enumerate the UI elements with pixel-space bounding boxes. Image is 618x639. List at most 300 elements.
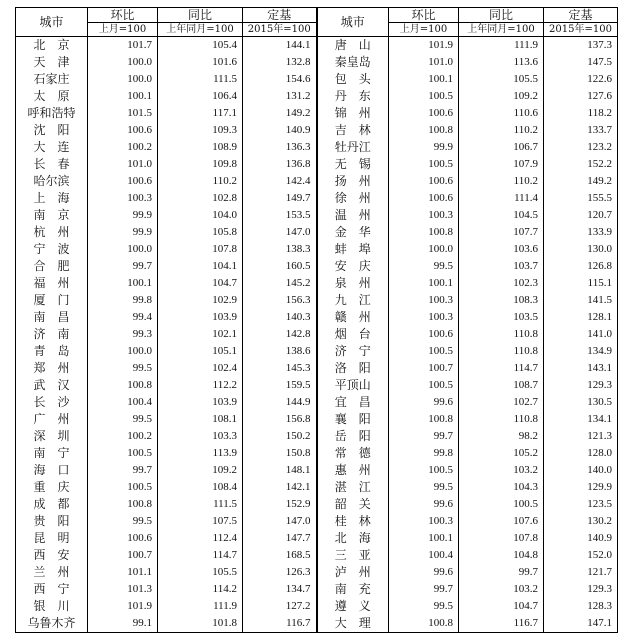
- right-base-cell: 141.0: [544, 326, 618, 343]
- right-yoy-cell: 114.7: [459, 360, 544, 377]
- right-city-cell: 桂 林: [317, 513, 389, 530]
- right-city-cell: 吉 林: [317, 122, 389, 139]
- right-base-cell: 140.0: [544, 462, 618, 479]
- right-city-cell: 襄 阳: [317, 411, 389, 428]
- left-city-cell: 长 春: [16, 156, 88, 173]
- table-row: [16, 224, 618, 241]
- left-yoy-subheader: 上年同月=100: [158, 23, 243, 37]
- left-yoy-cell: 103.9: [158, 309, 243, 326]
- left-yoy-cell: 103.3: [158, 428, 243, 445]
- right-city-cell: 泉 州: [317, 275, 389, 292]
- right-city-cell: 大 理: [317, 615, 389, 633]
- right-yoy-cell: 99.7: [459, 564, 544, 581]
- left-yoy-header: 同比: [158, 8, 243, 23]
- left-city-cell: 杭 州: [16, 224, 88, 241]
- left-mom-cell: 99.3: [88, 326, 158, 343]
- right-yoy-cell: 113.6: [459, 54, 544, 71]
- left-yoy-cell: 111.5: [158, 71, 243, 88]
- left-yoy-cell: 108.4: [158, 479, 243, 496]
- left-city-cell: 贵 阳: [16, 513, 88, 530]
- left-mom-cell: 101.5: [88, 105, 158, 122]
- left-city-cell: 西 宁: [16, 581, 88, 598]
- left-mom-cell: 100.1: [88, 275, 158, 292]
- right-mom-subheader: 上月=100: [389, 23, 459, 37]
- right-yoy-cell: 110.6: [459, 105, 544, 122]
- left-yoy-cell: 108.9: [158, 139, 243, 156]
- right-yoy-cell: 104.3: [459, 479, 544, 496]
- right-yoy-cell: 107.8: [459, 530, 544, 547]
- table-row: [16, 88, 618, 105]
- right-base-cell: 141.5: [544, 292, 618, 309]
- right-base-cell: 152.2: [544, 156, 618, 173]
- table-row: [16, 156, 618, 173]
- left-yoy-cell: 104.0: [158, 207, 243, 224]
- left-yoy-cell: 108.1: [158, 411, 243, 428]
- left-city-cell: 哈尔滨: [16, 173, 88, 190]
- price-index-table-container: [15, 7, 612, 633]
- right-yoy-cell: 104.8: [459, 547, 544, 564]
- left-mom-cell: 99.8: [88, 292, 158, 309]
- left-mom-header: 环比: [88, 8, 158, 23]
- right-yoy-cell: 110.8: [459, 326, 544, 343]
- right-base-cell: 128.0: [544, 445, 618, 462]
- table-row: [16, 581, 618, 598]
- right-base-cell: 133.9: [544, 224, 618, 241]
- left-yoy-cell: 107.8: [158, 241, 243, 258]
- left-base-cell: 132.8: [243, 54, 317, 71]
- left-base-header: 定基: [243, 8, 317, 23]
- right-city-cell: 湛 江: [317, 479, 389, 496]
- right-city-cell: 无 锡: [317, 156, 389, 173]
- left-city-header: 城市: [16, 8, 88, 37]
- header-row: [16, 8, 618, 23]
- left-yoy-cell: 109.8: [158, 156, 243, 173]
- right-base-cell: 121.7: [544, 564, 618, 581]
- left-mom-cell: 100.6: [88, 122, 158, 139]
- left-yoy-cell: 111.5: [158, 496, 243, 513]
- table-row: [16, 411, 618, 428]
- right-base-cell: 130.2: [544, 513, 618, 530]
- right-city-cell: 常 德: [317, 445, 389, 462]
- table-row: [16, 615, 618, 633]
- right-yoy-cell: 110.2: [459, 173, 544, 190]
- left-yoy-cell: 109.2: [158, 462, 243, 479]
- right-base-cell: 129.3: [544, 581, 618, 598]
- left-base-cell: 160.5: [243, 258, 317, 275]
- left-yoy-cell: 103.9: [158, 394, 243, 411]
- right-mom-cell: 100.3: [389, 292, 459, 309]
- left-mom-cell: 101.9: [88, 598, 158, 615]
- left-yoy-cell: 112.4: [158, 530, 243, 547]
- right-base-cell: 118.2: [544, 105, 618, 122]
- left-yoy-cell: 105.4: [158, 37, 243, 55]
- left-base-cell: 142.4: [243, 173, 317, 190]
- table-body: [16, 37, 618, 633]
- left-mom-cell: 100.5: [88, 445, 158, 462]
- right-base-cell: 137.3: [544, 37, 618, 55]
- left-base-cell: 149.7: [243, 190, 317, 207]
- left-city-cell: 青 岛: [16, 343, 88, 360]
- table-row: [16, 360, 618, 377]
- right-base-cell: 147.1: [544, 615, 618, 633]
- left-base-cell: 152.9: [243, 496, 317, 513]
- right-mom-cell: 100.3: [389, 207, 459, 224]
- right-yoy-cell: 105.2: [459, 445, 544, 462]
- table-row: [16, 275, 618, 292]
- left-city-cell: 厦 门: [16, 292, 88, 309]
- right-mom-cell: 100.4: [389, 547, 459, 564]
- right-mom-cell: 99.5: [389, 258, 459, 275]
- left-city-cell: 南 昌: [16, 309, 88, 326]
- left-yoy-cell: 110.2: [158, 173, 243, 190]
- left-base-cell: 142.8: [243, 326, 317, 343]
- left-yoy-cell: 114.7: [158, 547, 243, 564]
- left-yoy-cell: 114.2: [158, 581, 243, 598]
- right-yoy-cell: 104.7: [459, 598, 544, 615]
- right-yoy-cell: 111.4: [459, 190, 544, 207]
- left-yoy-cell: 102.9: [158, 292, 243, 309]
- right-base-cell: 143.1: [544, 360, 618, 377]
- right-yoy-cell: 105.5: [459, 71, 544, 88]
- right-base-cell: 123.5: [544, 496, 618, 513]
- left-mom-cell: 100.8: [88, 496, 158, 513]
- right-yoy-cell: 100.5: [459, 496, 544, 513]
- right-mom-cell: 99.8: [389, 445, 459, 462]
- right-base-cell: 122.6: [544, 71, 618, 88]
- right-mom-cell: 100.5: [389, 156, 459, 173]
- left-base-cell: 144.9: [243, 394, 317, 411]
- left-base-cell: 136.8: [243, 156, 317, 173]
- price-index-table: [15, 7, 618, 633]
- left-base-cell: 156.8: [243, 411, 317, 428]
- left-city-cell: 合 肥: [16, 258, 88, 275]
- right-yoy-cell: 107.9: [459, 156, 544, 173]
- left-mom-cell: 101.7: [88, 37, 158, 55]
- left-yoy-cell: 102.1: [158, 326, 243, 343]
- left-base-cell: 116.7: [243, 615, 317, 633]
- left-yoy-cell: 105.8: [158, 224, 243, 241]
- right-base-cell: 152.0: [544, 547, 618, 564]
- table-row: [16, 394, 618, 411]
- right-mom-cell: 100.3: [389, 513, 459, 530]
- left-mom-cell: 100.2: [88, 139, 158, 156]
- right-base-cell: 130.0: [544, 241, 618, 258]
- right-city-cell: 济 宁: [317, 343, 389, 360]
- left-city-cell: 石家庄: [16, 71, 88, 88]
- right-mom-cell: 100.8: [389, 224, 459, 241]
- right-mom-cell: 101.0: [389, 54, 459, 71]
- left-yoy-cell: 112.2: [158, 377, 243, 394]
- left-mom-cell: 100.2: [88, 428, 158, 445]
- right-base-cell: 126.8: [544, 258, 618, 275]
- left-yoy-cell: 111.9: [158, 598, 243, 615]
- table-row: [16, 326, 618, 343]
- right-base-cell: 134.9: [544, 343, 618, 360]
- right-mom-cell: 100.6: [389, 105, 459, 122]
- left-city-cell: 太 原: [16, 88, 88, 105]
- left-mom-cell: 99.9: [88, 207, 158, 224]
- right-yoy-cell: 107.6: [459, 513, 544, 530]
- left-base-cell: 136.3: [243, 139, 317, 156]
- right-yoy-cell: 116.7: [459, 615, 544, 633]
- left-mom-cell: 99.1: [88, 615, 158, 633]
- left-base-cell: 140.9: [243, 122, 317, 139]
- left-base-cell: 138.3: [243, 241, 317, 258]
- right-mom-cell: 100.6: [389, 190, 459, 207]
- left-mom-cell: 100.0: [88, 241, 158, 258]
- left-base-cell: 145.2: [243, 275, 317, 292]
- right-base-cell: 128.1: [544, 309, 618, 326]
- left-mom-cell: 100.5: [88, 479, 158, 496]
- table-row: [16, 343, 618, 360]
- left-city-cell: 成 都: [16, 496, 88, 513]
- right-mom-cell: 100.6: [389, 326, 459, 343]
- right-city-cell: 秦皇岛: [317, 54, 389, 71]
- right-city-cell: 丹 东: [317, 88, 389, 105]
- right-base-cell: 130.5: [544, 394, 618, 411]
- right-mom-cell: 101.9: [389, 37, 459, 55]
- left-mom-cell: 100.0: [88, 343, 158, 360]
- left-mom-subheader: 上月=100: [88, 23, 158, 37]
- right-city-cell: 徐 州: [317, 190, 389, 207]
- right-city-cell: 宜 昌: [317, 394, 389, 411]
- left-city-cell: 广 州: [16, 411, 88, 428]
- right-mom-cell: 100.1: [389, 275, 459, 292]
- table-row: [16, 54, 618, 71]
- left-base-cell: 134.7: [243, 581, 317, 598]
- left-base-cell: 147.7: [243, 530, 317, 547]
- right-base-cell: 127.6: [544, 88, 618, 105]
- left-mom-cell: 99.5: [88, 360, 158, 377]
- left-mom-cell: 101.0: [88, 156, 158, 173]
- left-mom-cell: 100.7: [88, 547, 158, 564]
- left-city-cell: 长 沙: [16, 394, 88, 411]
- left-city-cell: 武 汉: [16, 377, 88, 394]
- left-city-cell: 上 海: [16, 190, 88, 207]
- left-city-cell: 呼和浩特: [16, 105, 88, 122]
- left-mom-cell: 100.3: [88, 190, 158, 207]
- table-row: [16, 241, 618, 258]
- left-mom-cell: 100.6: [88, 530, 158, 547]
- right-mom-cell: 99.5: [389, 479, 459, 496]
- table-row: [16, 190, 618, 207]
- left-mom-cell: 99.7: [88, 462, 158, 479]
- left-yoy-cell: 101.8: [158, 615, 243, 633]
- left-city-cell: 银 川: [16, 598, 88, 615]
- right-base-cell: 129.9: [544, 479, 618, 496]
- left-city-cell: 深 圳: [16, 428, 88, 445]
- right-mom-cell: 100.5: [389, 88, 459, 105]
- right-city-cell: 泸 州: [317, 564, 389, 581]
- right-city-cell: 赣 州: [317, 309, 389, 326]
- right-city-cell: 包 头: [317, 71, 389, 88]
- left-base-cell: 154.6: [243, 71, 317, 88]
- right-city-cell: 蚌 埠: [317, 241, 389, 258]
- left-yoy-cell: 109.3: [158, 122, 243, 139]
- table-row: [16, 564, 618, 581]
- right-mom-cell: 100.3: [389, 309, 459, 326]
- right-mom-cell: 99.7: [389, 581, 459, 598]
- table-row: [16, 496, 618, 513]
- left-base-cell: 127.2: [243, 598, 317, 615]
- right-mom-cell: 100.1: [389, 71, 459, 88]
- left-yoy-cell: 105.1: [158, 343, 243, 360]
- right-base-cell: 133.7: [544, 122, 618, 139]
- right-yoy-cell: 107.7: [459, 224, 544, 241]
- right-mom-cell: 99.6: [389, 496, 459, 513]
- left-base-cell: 150.2: [243, 428, 317, 445]
- left-city-cell: 兰 州: [16, 564, 88, 581]
- right-mom-cell: 100.7: [389, 360, 459, 377]
- right-yoy-cell: 106.7: [459, 139, 544, 156]
- right-base-cell: 128.3: [544, 598, 618, 615]
- right-city-cell: 安 庆: [317, 258, 389, 275]
- right-base-cell: 115.1: [544, 275, 618, 292]
- right-yoy-cell: 102.3: [459, 275, 544, 292]
- right-yoy-header: 同比: [459, 8, 544, 23]
- table-row: [16, 71, 618, 88]
- table-row: [16, 309, 618, 326]
- right-yoy-cell: 108.3: [459, 292, 544, 309]
- left-city-cell: 郑 州: [16, 360, 88, 377]
- right-mom-cell: 100.0: [389, 241, 459, 258]
- left-mom-cell: 99.4: [88, 309, 158, 326]
- left-base-cell: 148.1: [243, 462, 317, 479]
- table-row: [16, 428, 618, 445]
- right-mom-cell: 100.1: [389, 530, 459, 547]
- left-mom-cell: 101.1: [88, 564, 158, 581]
- left-mom-cell: 100.0: [88, 54, 158, 71]
- right-mom-cell: 100.5: [389, 377, 459, 394]
- left-mom-cell: 99.9: [88, 224, 158, 241]
- right-mom-cell: 100.6: [389, 173, 459, 190]
- left-mom-cell: 99.7: [88, 258, 158, 275]
- left-city-cell: 南 宁: [16, 445, 88, 462]
- left-city-cell: 宁 波: [16, 241, 88, 258]
- left-base-cell: 150.8: [243, 445, 317, 462]
- right-city-cell: 平顶山: [317, 377, 389, 394]
- left-city-cell: 昆 明: [16, 530, 88, 547]
- right-city-cell: 惠 州: [317, 462, 389, 479]
- right-yoy-cell: 102.7: [459, 394, 544, 411]
- table-row: [16, 207, 618, 224]
- right-mom-cell: 100.8: [389, 411, 459, 428]
- table-row: [16, 445, 618, 462]
- right-yoy-cell: 110.2: [459, 122, 544, 139]
- left-mom-cell: 101.3: [88, 581, 158, 598]
- left-yoy-cell: 102.8: [158, 190, 243, 207]
- table-row: [16, 377, 618, 394]
- left-mom-cell: 100.4: [88, 394, 158, 411]
- right-city-cell: 锦 州: [317, 105, 389, 122]
- left-city-cell: 天 津: [16, 54, 88, 71]
- table-row: [16, 37, 618, 55]
- left-yoy-cell: 101.6: [158, 54, 243, 71]
- right-city-header: 城市: [317, 8, 389, 37]
- right-base-cell: 140.9: [544, 530, 618, 547]
- left-mom-cell: 99.5: [88, 411, 158, 428]
- right-mom-cell: 99.6: [389, 564, 459, 581]
- left-mom-cell: 99.5: [88, 513, 158, 530]
- right-city-cell: 温 州: [317, 207, 389, 224]
- left-city-cell: 乌鲁木齐: [16, 615, 88, 633]
- left-yoy-cell: 106.4: [158, 88, 243, 105]
- left-base-cell: 142.1: [243, 479, 317, 496]
- right-city-cell: 韶 关: [317, 496, 389, 513]
- table-row: [16, 122, 618, 139]
- left-city-cell: 大 连: [16, 139, 88, 156]
- table-row: [16, 173, 618, 190]
- right-yoy-cell: 104.5: [459, 207, 544, 224]
- right-city-cell: 南 充: [317, 581, 389, 598]
- left-yoy-cell: 104.1: [158, 258, 243, 275]
- left-base-cell: 147.0: [243, 224, 317, 241]
- left-city-cell: 南 京: [16, 207, 88, 224]
- right-yoy-cell: 111.9: [459, 37, 544, 55]
- right-city-cell: 唐 山: [317, 37, 389, 55]
- left-base-cell: 138.6: [243, 343, 317, 360]
- right-city-cell: 金 华: [317, 224, 389, 241]
- table-row: [16, 598, 618, 615]
- left-city-cell: 西 安: [16, 547, 88, 564]
- table-row: [16, 139, 618, 156]
- right-city-cell: 岳 阳: [317, 428, 389, 445]
- right-yoy-cell: 110.8: [459, 411, 544, 428]
- left-city-cell: 福 州: [16, 275, 88, 292]
- table-row: [16, 479, 618, 496]
- table-row: [16, 105, 618, 122]
- right-city-cell: 洛 阳: [317, 360, 389, 377]
- right-yoy-cell: 109.2: [459, 88, 544, 105]
- left-base-cell: 168.5: [243, 547, 317, 564]
- left-city-cell: 北 京: [16, 37, 88, 55]
- left-base-cell: 140.3: [243, 309, 317, 326]
- right-mom-cell: 99.9: [389, 139, 459, 156]
- right-city-cell: 北 海: [317, 530, 389, 547]
- left-base-cell: 159.5: [243, 377, 317, 394]
- left-yoy-cell: 107.5: [158, 513, 243, 530]
- left-city-cell: 济 南: [16, 326, 88, 343]
- right-base-cell: 123.2: [544, 139, 618, 156]
- right-mom-cell: 100.8: [389, 615, 459, 633]
- left-yoy-cell: 102.4: [158, 360, 243, 377]
- table-row: [16, 462, 618, 479]
- left-base-cell: 144.1: [243, 37, 317, 55]
- right-mom-cell: 100.5: [389, 462, 459, 479]
- left-yoy-cell: 117.1: [158, 105, 243, 122]
- left-city-cell: 重 庆: [16, 479, 88, 496]
- right-city-cell: 三 亚: [317, 547, 389, 564]
- left-base-cell: 131.2: [243, 88, 317, 105]
- left-base-cell: 145.3: [243, 360, 317, 377]
- right-city-cell: 牡丹江: [317, 139, 389, 156]
- right-base-cell: 149.2: [544, 173, 618, 190]
- right-base-subheader: 2015年=100: [544, 23, 618, 37]
- right-city-cell: 烟 台: [317, 326, 389, 343]
- left-mom-cell: 100.6: [88, 173, 158, 190]
- right-base-cell: 121.3: [544, 428, 618, 445]
- right-mom-header: 环比: [389, 8, 459, 23]
- left-yoy-cell: 104.7: [158, 275, 243, 292]
- right-city-cell: 扬 州: [317, 173, 389, 190]
- left-base-subheader: 2015年=100: [243, 23, 317, 37]
- table-row: [16, 513, 618, 530]
- right-yoy-cell: 103.7: [459, 258, 544, 275]
- left-mom-cell: 100.0: [88, 71, 158, 88]
- right-base-cell: 129.3: [544, 377, 618, 394]
- right-base-header: 定基: [544, 8, 618, 23]
- left-base-cell: 126.3: [243, 564, 317, 581]
